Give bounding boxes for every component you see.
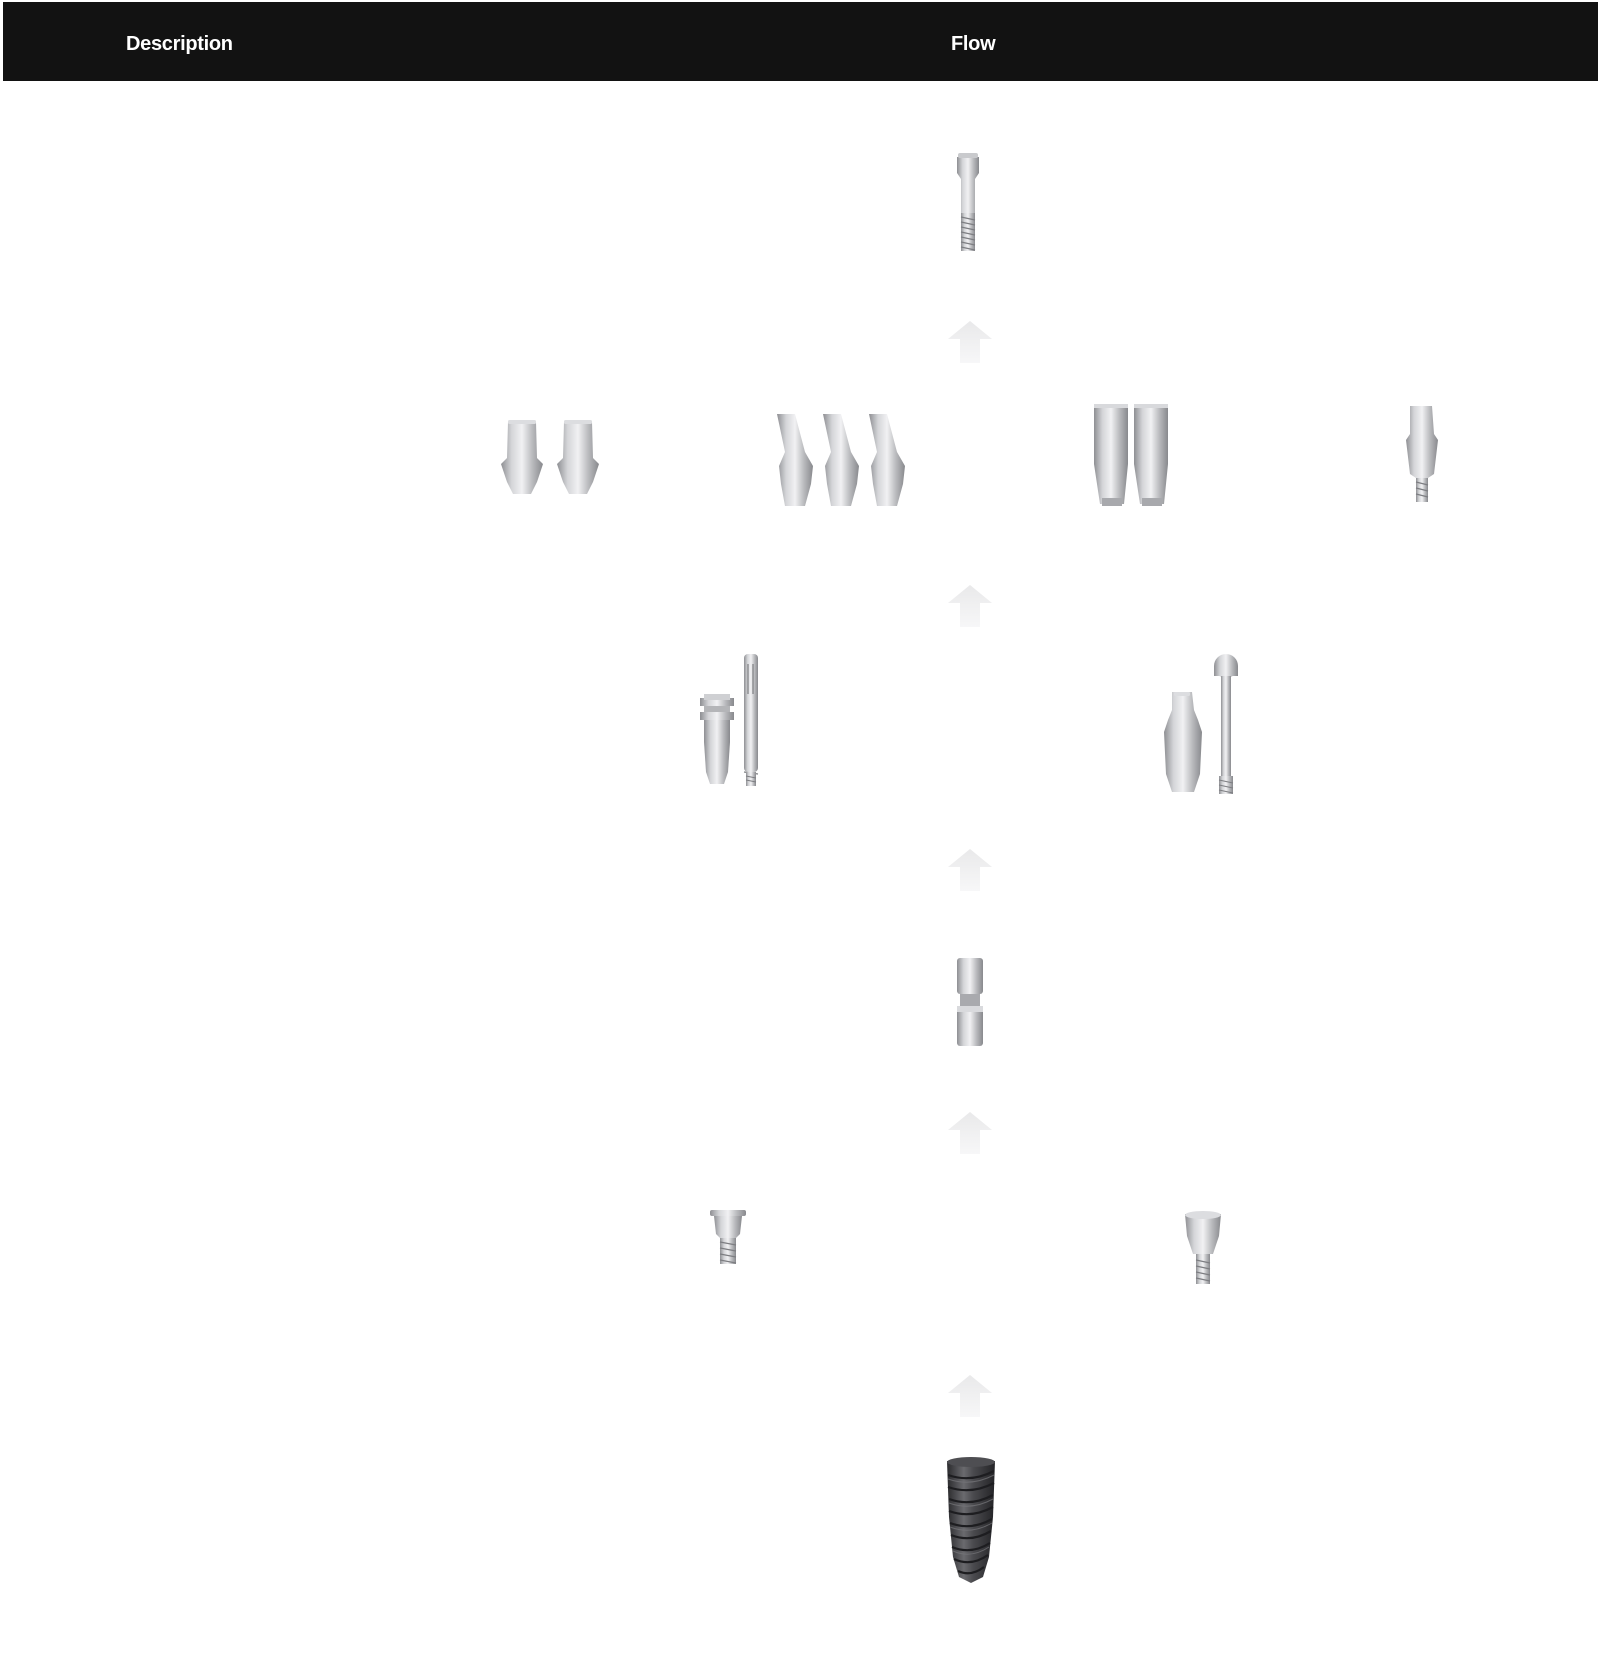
prosthetic-screw-image	[955, 153, 981, 253]
impression-coping-with-long-screw-image	[1162, 654, 1244, 796]
column-header-description: Description	[126, 33, 233, 55]
healing-abutment-image	[1183, 1210, 1223, 1286]
column-header-flow: Flow	[951, 33, 996, 55]
impression-coping-with-guide-pin-image	[698, 654, 764, 788]
arrow-up-icon	[948, 1112, 992, 1154]
straight-abutment-image	[1404, 404, 1440, 504]
arrow-up-icon	[948, 321, 992, 363]
temporary-cylinder-pair-image	[1092, 404, 1172, 508]
angled-abutment-trio-image	[775, 412, 915, 508]
table-header	[3, 2, 1598, 81]
arrow-up-icon	[948, 849, 992, 891]
cementable-abutment-pair-image	[503, 420, 599, 496]
implant-analog-image	[955, 958, 985, 1046]
cover-screw-image	[710, 1210, 746, 1266]
dental-implant-image	[945, 1457, 997, 1585]
arrow-up-icon	[948, 585, 992, 627]
arrow-up-icon	[948, 1375, 992, 1417]
